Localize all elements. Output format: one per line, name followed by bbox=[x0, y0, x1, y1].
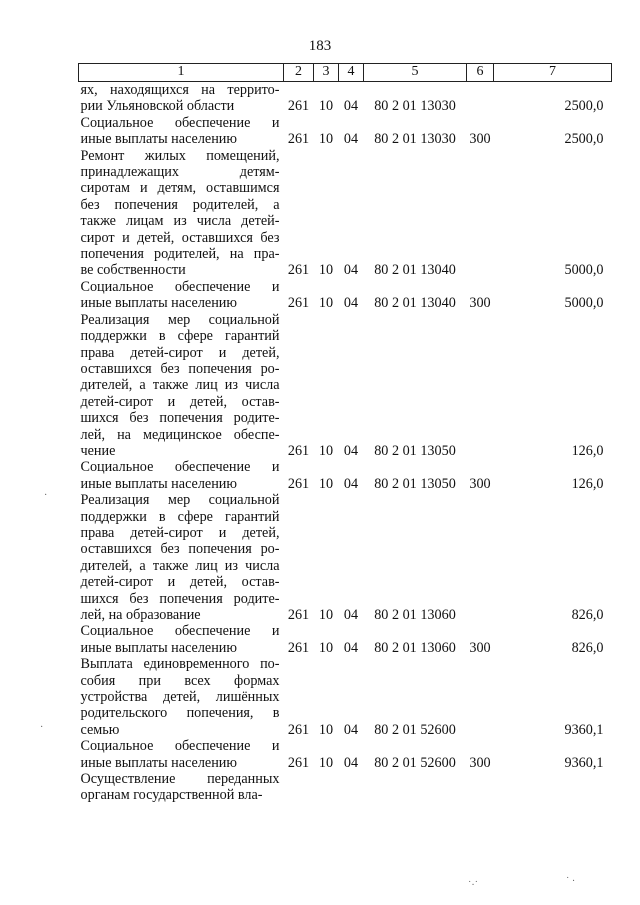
row-name bbox=[79, 656, 284, 738]
row-name-line: чение bbox=[80, 442, 116, 459]
expense-type-code: 300 bbox=[469, 295, 491, 312]
section-code: 10 bbox=[318, 721, 334, 738]
row-name-line: ве собственности bbox=[80, 262, 186, 279]
amount bbox=[494, 771, 612, 804]
table-row bbox=[79, 623, 612, 656]
target-article-code bbox=[364, 771, 467, 804]
row-name bbox=[79, 492, 284, 623]
row-name-line: права детей-сирот и детей, bbox=[80, 524, 280, 541]
row-name-line: оставшихся без попечения ро- bbox=[80, 360, 280, 377]
row-name-line: устройства детей, лишённых bbox=[80, 689, 280, 706]
row-name bbox=[79, 623, 284, 656]
column-header: 1 bbox=[79, 64, 284, 82]
scan-speck: · bbox=[40, 722, 44, 733]
amount: 826,0 bbox=[571, 607, 604, 623]
row-name-line: Социальное обеспечение и bbox=[80, 459, 280, 476]
target-article-code: 80 2 01 13030 bbox=[374, 98, 456, 115]
admin-code bbox=[284, 771, 314, 804]
subsection-code: 04 bbox=[343, 475, 359, 492]
admin-code: 261 bbox=[287, 639, 310, 656]
target-article-code: 80 2 01 13030 bbox=[374, 131, 456, 148]
row-name-line: иные выплаты населению bbox=[80, 754, 237, 771]
expense-type-code: 300 bbox=[469, 639, 491, 656]
subsection-code: 04 bbox=[343, 607, 359, 623]
row-name-line: Реализация мер социальной bbox=[80, 311, 280, 328]
row-name-line: рии Ульяновской области bbox=[80, 98, 235, 115]
section-code: 10 bbox=[318, 131, 334, 148]
column-header: 2 bbox=[284, 64, 314, 82]
scan-speck: ˙·˙ bbox=[468, 880, 478, 891]
row-name-line: принадлежащих детям- bbox=[80, 164, 280, 181]
admin-code: 261 bbox=[287, 295, 310, 312]
column-header: 7 bbox=[494, 64, 612, 82]
amount: 9360,1 bbox=[564, 754, 604, 771]
amount: 5000,0 bbox=[564, 262, 604, 279]
admin-code: 261 bbox=[287, 98, 310, 115]
row-name-line: оставшихся без попечения ро- bbox=[80, 541, 280, 558]
section-code bbox=[314, 771, 339, 804]
subsection-code: 04 bbox=[343, 131, 359, 148]
admin-code: 261 bbox=[287, 475, 310, 492]
row-name-line: семью bbox=[80, 721, 120, 738]
expense-type-code bbox=[467, 771, 494, 804]
subsection-code: 04 bbox=[343, 262, 359, 279]
target-article-code: 80 2 01 13060 bbox=[374, 639, 456, 656]
scan-speck: ˙ · bbox=[566, 876, 576, 887]
amount: 126,0 bbox=[571, 442, 604, 459]
row-name bbox=[79, 115, 284, 148]
row-name-line: шихся без попечения родите- bbox=[80, 590, 280, 607]
section-code: 10 bbox=[318, 98, 334, 115]
table-row bbox=[79, 656, 612, 738]
row-name-line: Осуществление переданных bbox=[80, 771, 280, 788]
target-article-code: 80 2 01 52600 bbox=[374, 754, 456, 771]
table-row bbox=[79, 115, 612, 148]
target-article-code: 80 2 01 13040 bbox=[374, 262, 456, 279]
row-name bbox=[79, 771, 284, 804]
row-name-line: также лицам из числа детей- bbox=[80, 213, 280, 230]
row-name-line: Социальное обеспечение и bbox=[80, 114, 280, 131]
row-name bbox=[79, 312, 284, 460]
section-code: 10 bbox=[318, 262, 334, 279]
row-name-line: шихся без попечения родите- bbox=[80, 410, 280, 427]
table-row bbox=[79, 82, 612, 115]
row-name-line: лей, на медицинское обеспе- bbox=[80, 426, 280, 443]
amount: 9360,1 bbox=[564, 721, 604, 738]
row-name-line: дителей, а также лиц из числа bbox=[80, 377, 280, 394]
expense-type-code bbox=[467, 492, 494, 623]
admin-code: 261 bbox=[287, 262, 310, 279]
expense-type-code bbox=[467, 82, 494, 115]
expense-type-code: 300 bbox=[469, 475, 491, 492]
scan-speck: · bbox=[44, 490, 48, 501]
row-name-line: детей-сирот и детей, остав- bbox=[80, 393, 280, 410]
row-name-line: Выплата единовременного по- bbox=[80, 656, 280, 673]
row-name-line: попечения родителей, на пра- bbox=[80, 246, 280, 263]
row-name-line: лей, на образование bbox=[80, 607, 201, 623]
row-name-line: Ремонт жилых помещений, bbox=[80, 147, 280, 164]
target-article-code: 80 2 01 13060 bbox=[374, 607, 456, 623]
column-header: 4 bbox=[339, 64, 364, 82]
section-code: 10 bbox=[318, 475, 334, 492]
amount: 5000,0 bbox=[564, 295, 604, 312]
amount: 2500,0 bbox=[564, 131, 604, 148]
row-name-line: иные выплаты населению bbox=[80, 131, 237, 148]
table-row bbox=[79, 738, 612, 771]
row-name-line: дителей, а также лиц из числа bbox=[80, 557, 280, 574]
page-number: 183 bbox=[308, 38, 332, 54]
subsection-code: 04 bbox=[343, 639, 359, 656]
column-header: 3 bbox=[314, 64, 339, 82]
table-row bbox=[79, 148, 612, 279]
target-article-code: 80 2 01 13050 bbox=[374, 442, 456, 459]
column-header: 5 bbox=[364, 64, 467, 82]
row-name-line: Реализация мер социальной bbox=[80, 492, 280, 509]
section-code: 10 bbox=[318, 754, 334, 771]
row-name-line: детей-сирот и детей, остав- bbox=[80, 574, 280, 591]
row-name-line: собия при всех формах bbox=[80, 672, 280, 689]
amount: 126,0 bbox=[571, 475, 604, 492]
section-code: 10 bbox=[318, 442, 334, 459]
row-name-line: Социальное обеспечение и bbox=[80, 738, 280, 755]
subsection-code bbox=[339, 771, 364, 804]
row-name-line: ях, находящихся на террито- bbox=[80, 82, 280, 98]
admin-code: 261 bbox=[287, 131, 310, 148]
row-name-line: иные выплаты населению bbox=[80, 475, 237, 492]
amount: 826,0 bbox=[571, 639, 604, 656]
target-article-code: 80 2 01 13040 bbox=[374, 295, 456, 312]
row-name-line: права детей-сирот и детей, bbox=[80, 344, 280, 361]
section-code: 10 bbox=[318, 607, 334, 623]
column-header: 6 bbox=[467, 64, 494, 82]
row-name-line: сиротам и детям, оставшимся bbox=[80, 180, 280, 197]
target-article-code: 80 2 01 13050 bbox=[374, 475, 456, 492]
expense-type-code: 300 bbox=[469, 754, 491, 771]
section-code: 10 bbox=[318, 639, 334, 656]
admin-code: 261 bbox=[287, 754, 310, 771]
admin-code: 261 bbox=[287, 442, 310, 459]
row-name bbox=[79, 82, 284, 115]
row-name-line: поддержки в сфере гарантий bbox=[80, 328, 280, 345]
row-name-line: поддержки в сфере гарантий bbox=[80, 508, 280, 525]
row-name-line: родительского попечения, в bbox=[80, 705, 280, 722]
row-name bbox=[79, 148, 284, 279]
row-name-line: Социальное обеспечение и bbox=[80, 623, 280, 640]
expense-type-code bbox=[467, 656, 494, 738]
admin-code: 261 bbox=[287, 721, 310, 738]
row-name bbox=[79, 459, 284, 492]
expense-type-code bbox=[467, 148, 494, 279]
table-row bbox=[79, 279, 612, 312]
row-name-line: Социальное обеспечение и bbox=[80, 278, 280, 295]
amount: 2500,0 bbox=[564, 98, 604, 115]
subsection-code: 04 bbox=[343, 295, 359, 312]
row-name-line: иные выплаты населению bbox=[80, 295, 237, 312]
row-name-line: без попечения родителей, а bbox=[80, 196, 280, 213]
target-article-code: 80 2 01 52600 bbox=[374, 721, 456, 738]
row-name-line: органам государственной вла- bbox=[80, 787, 263, 804]
admin-code: 261 bbox=[287, 607, 310, 623]
row-name-line: сирот и детей, оставшихся без bbox=[80, 229, 280, 246]
subsection-code: 04 bbox=[343, 98, 359, 115]
table-row bbox=[79, 459, 612, 492]
expense-type-code bbox=[467, 312, 494, 460]
table-row bbox=[79, 771, 612, 804]
section-code: 10 bbox=[318, 295, 334, 312]
header-row bbox=[79, 64, 612, 82]
subsection-code: 04 bbox=[343, 442, 359, 459]
expense-type-code: 300 bbox=[469, 131, 491, 148]
table-row bbox=[79, 312, 612, 460]
table-row bbox=[79, 492, 612, 623]
row-name bbox=[79, 279, 284, 312]
subsection-code: 04 bbox=[343, 721, 359, 738]
budget-table bbox=[78, 63, 612, 804]
subsection-code: 04 bbox=[343, 754, 359, 771]
row-name-line: иные выплаты населению bbox=[80, 639, 237, 656]
row-name bbox=[79, 738, 284, 771]
